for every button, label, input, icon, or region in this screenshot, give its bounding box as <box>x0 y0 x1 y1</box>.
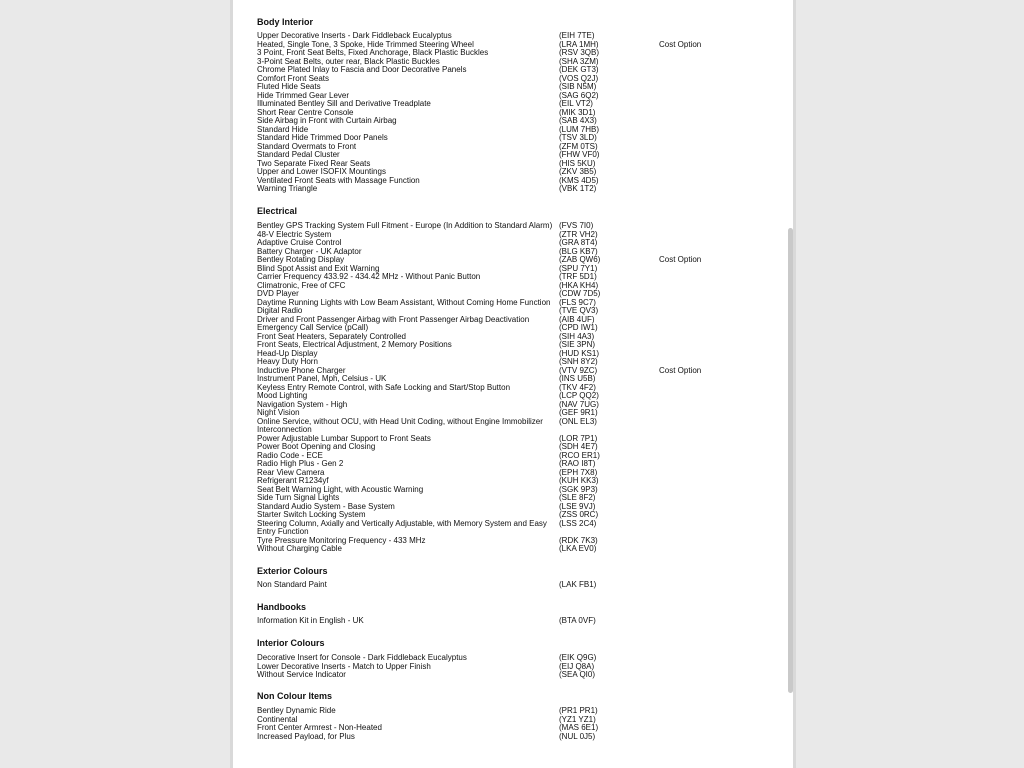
option-description: 48-V Electric System <box>257 229 332 239</box>
option-code: (EIH 7TE) <box>559 31 595 40</box>
option-description: Upper and Lower ISOFIX Mountings <box>257 167 386 176</box>
option-code: (SIH 4A3) <box>559 331 595 341</box>
option-description: Heavy Duty Horn <box>257 357 318 366</box>
option-code: (ZFM 0TS) <box>559 141 598 151</box>
option-code: (ZTR VH2) <box>559 229 598 239</box>
option-code: (LSE 9VJ) <box>559 501 596 511</box>
option-description: Steering Column, Axially and Vertically Adjustable, with Memory System and Easy Entry Function <box>257 518 547 536</box>
option-code: (RSV 3QB) <box>559 48 600 57</box>
option-description: Two Separate Fixed Rear Seats <box>257 158 371 168</box>
option-description: Tyre Pressure Monitoring Frequency - 433 MHz <box>257 535 426 545</box>
option-code: (KUH KK3) <box>559 476 599 485</box>
option-description: Ventilated Front Seats with Massage Function <box>257 175 420 185</box>
option-code: (EIJ Q8A) <box>559 661 595 671</box>
option-code: (KMS 4D5) <box>559 175 599 185</box>
option-code: (ZKV 3B5) <box>559 167 597 176</box>
option-code: (ZSS 0RC) <box>559 510 599 519</box>
option-description: Standard Hide <box>257 124 309 134</box>
scrollbar-thumb[interactable] <box>788 228 793 693</box>
option-code: (SAG 6Q2) <box>559 90 599 100</box>
option-description: Standard Audio System - Base System <box>257 501 395 511</box>
document-page <box>233 0 793 768</box>
option-code: (SAB 4X3) <box>559 116 597 125</box>
option-description: Comfort Front Seats <box>257 73 330 83</box>
option-description: Without Service Indicator <box>257 670 346 679</box>
option-description: Standard Pedal Cluster <box>257 150 340 159</box>
option-code: (MIK 3D1) <box>559 107 596 117</box>
option-code: (CDW 7D5) <box>559 289 601 298</box>
option-description: Information Kit in English - UK <box>257 616 364 625</box>
option-description: Heated, Single Tone, 3 Spoke, Hide Trimmed Steering Wheel <box>257 39 474 49</box>
option-code: (NAV 7UG) <box>559 399 599 409</box>
option-code: (EIL VT2) <box>559 99 593 108</box>
option-code: (SEA QI0) <box>559 670 596 679</box>
option-description: Standard Hide Trimmed Door Panels <box>257 133 388 142</box>
option-code: (SLE 8F2) <box>559 493 596 502</box>
option-description: Side Turn Signal Lights <box>257 493 340 502</box>
option-code: (SIB N5M) <box>559 82 597 91</box>
option-description: Lower Decorative Inserts - Match to Upper Finish <box>257 661 431 671</box>
option-description: Continental <box>257 714 298 724</box>
option-description: Fluted Hide Seats <box>257 82 321 91</box>
option-description: 3-Point Seat Belts, outer rear, Black Plastic Buckles <box>257 56 440 66</box>
option-description: Inductive Phone Charger <box>257 365 346 375</box>
option-code: (CPD IW1) <box>559 323 598 332</box>
option-code: (VBK 1T2) <box>559 184 597 193</box>
option-code: (LUM 7HB) <box>559 124 600 134</box>
option-code: (ONL EL3) <box>559 416 597 426</box>
cost-option-label: Cost Option <box>659 39 702 49</box>
option-code: (TRF 5D1) <box>559 272 597 281</box>
option-code: (SHA 3ZM) <box>559 56 599 66</box>
option-code: (PR1 PR1) <box>559 706 598 715</box>
option-description: Starter Switch Locking System <box>257 510 366 519</box>
option-description: Hide Trimmed Gear Lever <box>257 90 350 100</box>
option-code: (EIK Q9G) <box>559 653 597 662</box>
option-code: (INS U5B) <box>559 374 596 383</box>
option-code: (SDH 4E7) <box>559 442 598 451</box>
option-code: (HUD KS1) <box>559 348 600 358</box>
option-code: (FLS 9C7) <box>559 297 596 307</box>
option-description: Increased Payload, for Plus <box>257 731 355 741</box>
option-description: Daytime Running Lights with Low Beam Assistant, Without Coming Home Function <box>257 297 551 307</box>
option-code: (FVS 7I0) <box>559 221 594 230</box>
option-code: (LKA EV0) <box>559 544 597 553</box>
option-description: Climatronic, Free of CFC <box>257 280 346 290</box>
option-description: Bentley Rotating Display <box>257 255 345 264</box>
cost-option-label: Cost Option <box>659 365 702 375</box>
option-description: Rear View Camera <box>257 467 325 477</box>
option-description: Driver and Front Passenger Airbag with Front Passenger Airbag Deactivation <box>257 314 530 324</box>
option-code: (ZAB QW6) <box>559 255 601 264</box>
option-code: (TVE QV3) <box>559 306 599 315</box>
option-description: Front Seats, Electrical Adjustment, 2 Memory Positions <box>257 340 452 349</box>
option-description: Battery Charger - UK Adaptor <box>257 246 362 256</box>
option-description: Chrome Plated Inlay to Fascia and Door Decorative Panels <box>257 65 467 74</box>
option-description: Night Vision <box>257 408 300 417</box>
option-code: (EPH 7X8) <box>559 467 598 477</box>
section-heading: Body Interior <box>257 17 314 27</box>
option-code: (VOS Q2J) <box>559 73 599 83</box>
option-description: Without Charging Cable <box>257 544 342 553</box>
option-description: Instrument Panel, Mph, Celsius - UK <box>257 374 387 383</box>
option-description: Decorative Insert for Console - Dark Fiddleback Eucalyptus <box>257 653 467 662</box>
option-description: Digital Radio <box>257 306 303 315</box>
option-description: Keyless Entry Remote Control, with Safe Locking and Start/Stop Button <box>257 382 511 392</box>
section-heading: Non Colour Items <box>257 691 333 701</box>
option-description: Non Standard Paint <box>257 580 327 589</box>
option-code: (LRA 1MH) <box>559 39 599 49</box>
option-description: Online Service, without OCU, with Head Unit Coding, without Engine Immobilizer Interconnection <box>257 416 543 434</box>
option-description: Navigation System - High <box>257 399 348 409</box>
option-description: DVD Player <box>257 289 299 298</box>
option-code: (MAS 6E1) <box>559 723 599 732</box>
option-description: Bentley Dynamic Ride <box>257 706 336 715</box>
option-code: (NUL 0J5) <box>559 731 596 741</box>
option-code: (VTV 9ZC) <box>559 365 598 375</box>
option-description: Power Adjustable Lumbar Support to Front Seats <box>257 433 431 443</box>
option-code: (FHW VF0) <box>559 150 600 159</box>
option-description: Illuminated Bentley Sill and Derivative Treadplate <box>257 99 431 108</box>
option-code: (GEF 9R1) <box>559 408 598 417</box>
option-description: Side Airbag in Front with Curtain Airbag <box>257 116 397 125</box>
section-heading: Exterior Colours <box>257 566 328 576</box>
section-heading: Handbooks <box>257 602 307 612</box>
option-description: Standard Overmats to Front <box>257 141 357 151</box>
option-code: (LOR 7P1) <box>559 433 598 443</box>
option-description: Power Boot Opening and Closing <box>257 442 376 451</box>
option-code: (RCO ER1) <box>559 450 600 460</box>
option-code: (HIS 5KU) <box>559 158 596 168</box>
option-code: (BLG KB7) <box>559 246 598 256</box>
section-heading: Electrical <box>257 206 298 216</box>
option-code: (TKV 4F2) <box>559 382 596 392</box>
option-description: Mood Lighting <box>257 391 308 400</box>
option-code: (LAK FB1) <box>559 580 597 589</box>
option-description: Radio High Plus - Gen 2 <box>257 459 344 468</box>
option-code: (RDK 7K3) <box>559 535 598 545</box>
option-code: (GRA 8T4) <box>559 238 598 247</box>
cost-option-label: Cost Option <box>659 255 702 264</box>
option-code: (SGK 9P3) <box>559 484 598 494</box>
option-description: Carrier Frequency 433.92 - 434.42 MHz - Without Panic Button <box>257 272 481 281</box>
section-heading: Interior Colours <box>257 638 325 648</box>
option-code: (RAO I8T) <box>559 459 596 468</box>
option-description: Seat Belt Warning Light, with Acoustic Warning <box>257 484 424 494</box>
option-description: Front Seat Heaters, Separately Controlled <box>257 331 406 341</box>
option-description: Head-Up Display <box>257 348 318 358</box>
option-code: (HKA KH4) <box>559 280 599 290</box>
option-description: Blind Spot Assist and Exit Warning <box>257 263 380 273</box>
option-description: Adaptive Cruise Control <box>257 238 342 247</box>
option-code: (LSS 2C4) <box>559 518 597 528</box>
option-description: Warning Triangle <box>257 184 318 193</box>
option-code: (BTA 0VF) <box>559 616 596 625</box>
option-code: (SPU 7Y1) <box>559 263 598 273</box>
option-description: Short Rear Centre Console <box>257 107 354 117</box>
page-edge-right <box>793 0 796 768</box>
option-code: (LCP QQ2) <box>559 391 599 400</box>
option-code: (DEK GT3) <box>559 65 599 74</box>
option-code: (TSV 3LD) <box>559 133 597 142</box>
option-description: Bentley GPS Tracking System Full Fitment - Europe (In Addition to Standard Alarm) <box>257 221 553 230</box>
option-code: (SNH 8Y2) <box>559 357 598 366</box>
option-description: Emergency Call Service (pCall) <box>257 323 369 332</box>
option-code: (AIB 4UF) <box>559 314 595 324</box>
option-description: Refrigerant R1234yf <box>257 476 329 485</box>
option-description: Front Center Armrest - Non-Heated <box>257 723 382 732</box>
option-description: Upper Decorative Inserts - Dark Fiddleback Eucalyptus <box>257 31 452 40</box>
option-code: (SIE 3PN) <box>559 340 596 349</box>
option-code: (YZ1 YZ1) <box>559 714 596 724</box>
option-description: Radio Code - ECE <box>257 450 323 460</box>
option-description: 3 Point, Front Seat Belts, Fixed Anchorage, Black Plastic Buckles <box>257 48 489 57</box>
